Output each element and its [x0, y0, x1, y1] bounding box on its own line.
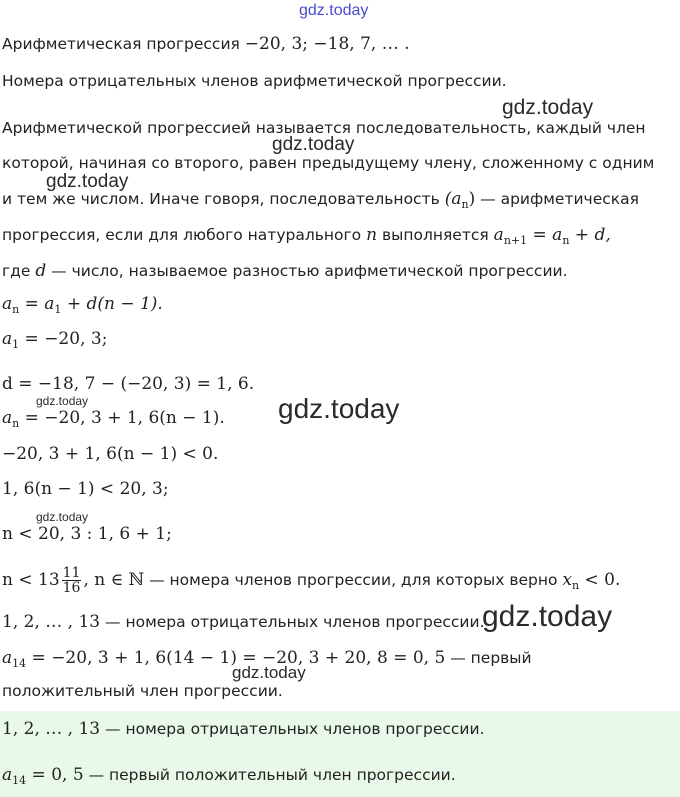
watermark-top: gdz.today: [299, 2, 369, 19]
watermark: gdz.today: [272, 134, 355, 155]
formula: n < 13 $\frac{11}{16}$ , n ∈ ℕ — номера членов прогрессии, для которых верно $x_n < 0$.: [2, 565, 621, 596]
theory-line: Арифметической прогрессией называется последовательность, каждый член: [2, 119, 646, 137]
theory-line: и тем же числом. Иначе говоря, последовательность $(a_n)$ — арифметическая: [2, 189, 639, 211]
formula: $a_n = a_1 + d(n - 1)$.: [2, 294, 163, 316]
formula: 1, 6(n − 1) < 20, 3;: [2, 479, 169, 499]
answer-line: $a_{14} = 0$, 5 — первый положительный член прогрессии.: [2, 765, 456, 787]
watermark: gdz.today: [482, 600, 613, 633]
formula: d = −18, 7 − (−20, 3) = 1, 6.: [2, 374, 255, 394]
formula: 1, 2, … , 13 — номера отрицательных членов прогрессии.: [2, 612, 485, 632]
watermark: gdz.today: [278, 393, 400, 424]
formula: $a_1 = -20$, 3;: [2, 329, 108, 351]
watermark: gdz.today: [232, 663, 306, 682]
fraction: $\frac{11}{16}$: [62, 565, 81, 596]
question: Номера отрицательных членов арифметической прогрессии.: [2, 72, 507, 90]
theory-line: где d — число, называемое разностью арифметической прогрессии.: [2, 261, 568, 281]
formula: $a_n = -20$, 3 + 1, 6(n − 1).: [2, 408, 225, 430]
watermark: gdz.today: [36, 394, 89, 408]
watermark: gdz.today: [46, 171, 129, 192]
watermark: gdz.today: [502, 96, 594, 119]
formula: −20, 3 + 1, 6(n − 1) < 0.: [2, 444, 219, 464]
answer-line: 1, 2, … , 13 — номера отрицательных членов прогрессии.: [2, 719, 485, 739]
theory-line: прогрессия, если для любого натурального n выполняется $a_{n+1} = a_n + d$,: [2, 225, 611, 247]
theory-line: которой, начиная со второго, равен предыдущему члену, сложенному с одним: [2, 154, 655, 172]
formula: положительный член прогрессии.: [2, 682, 283, 700]
answer-block: [0, 711, 680, 797]
watermark: gdz.today: [36, 510, 89, 524]
condition: Арифметическая прогрессия −20, 3; −18, 7, … .: [2, 34, 410, 54]
formula: $a_{14} = -20$, 3 + 1, 6(14 − 1) = −20, 3 + 20, 8 = 0, 5 — первый: [2, 648, 532, 670]
formula: n < 20, 3 : 1, 6 + 1;: [2, 524, 172, 544]
